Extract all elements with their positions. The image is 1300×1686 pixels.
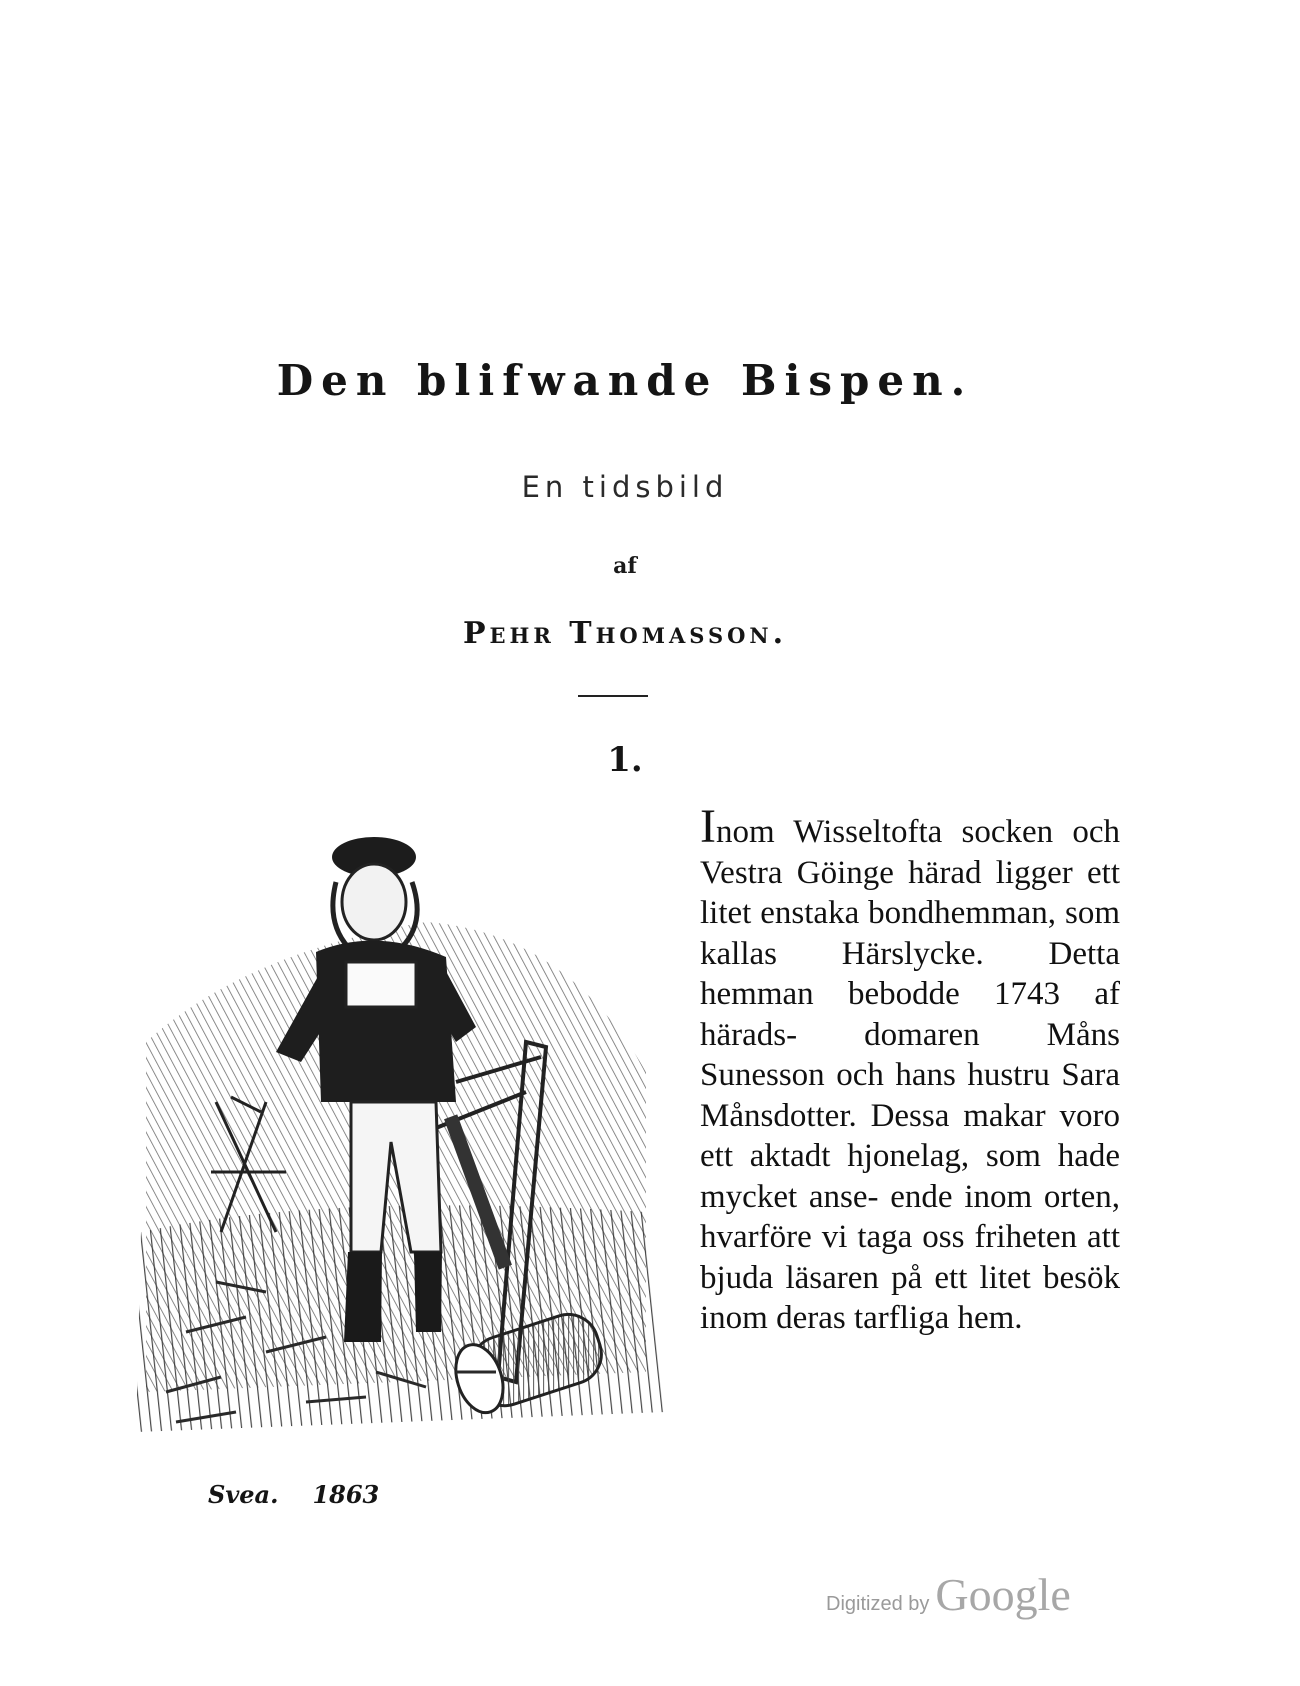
image-caption	[208, 1480, 413, 1509]
google-logo: Google	[935, 1569, 1071, 1620]
caption-source: Svea.	[208, 1480, 279, 1509]
author-name	[0, 616, 1250, 651]
page-title: Den blifwande Bispen.	[276, 356, 974, 405]
chapter-number: 1.	[607, 740, 643, 780]
body-paragraph	[700, 800, 1120, 1339]
body-text: nom Wisseltofta socken och Vestra Göinge härad ligger ett litet enstaka bondhemman, som kallas Härslycke. Detta hemman bebodde 1743 af härads- domaren Måns Sunesson och hans hustru Sara Månsdotter. Dessa makar voro ett aktadt hjonelag, som hade mycket anse- ende inom orten, hvarföre vi taga oss friheten att bjuda läsaren på ett litet besök inom deras tarfliga hem.	[700, 814, 1120, 1336]
author-first-name: Pehr	[462, 616, 555, 651]
byline-af: af	[613, 553, 637, 579]
digitized-footer	[826, 1568, 1071, 1621]
woodcut-illustration	[126, 812, 686, 1462]
footer-prefix: Digitized by	[826, 1593, 930, 1615]
caption-year: 1863	[312, 1480, 380, 1509]
drop-cap: I	[700, 800, 716, 853]
subtitle: En tidsbild	[521, 470, 729, 504]
author-last-name: Thomasson.	[569, 616, 788, 651]
title-divider	[578, 695, 648, 697]
